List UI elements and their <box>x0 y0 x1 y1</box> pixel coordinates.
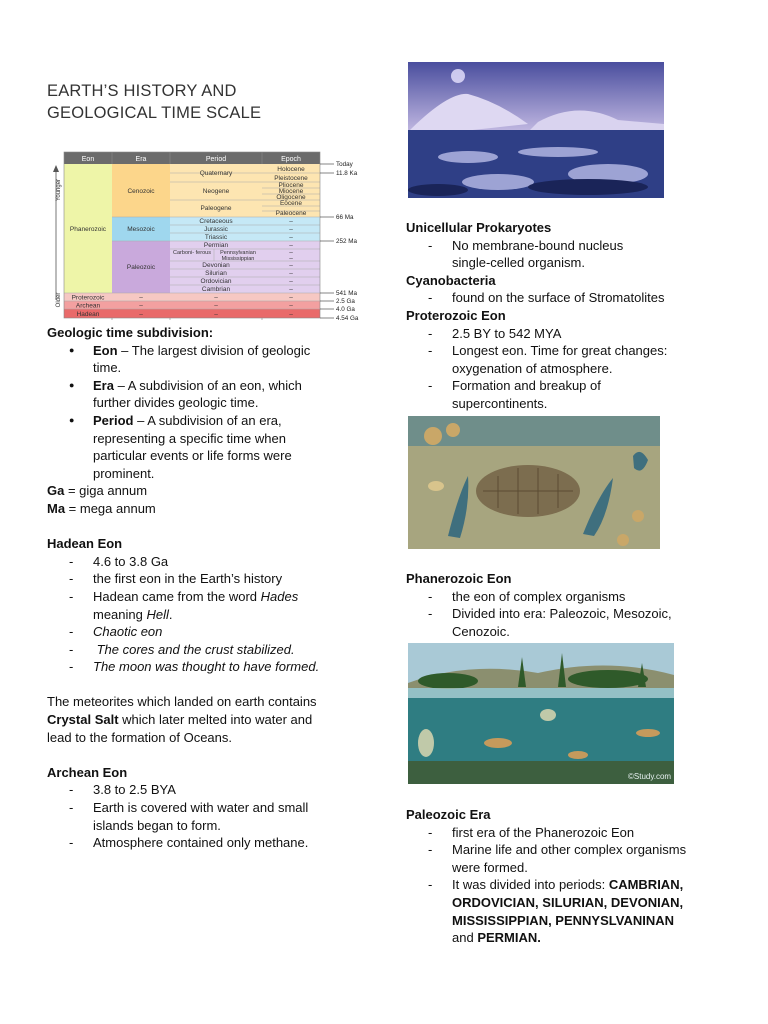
right-column-middle <box>406 570 736 640</box>
proterozoic-item: - 2.5 BY to 542 MYA <box>406 325 736 343</box>
paleozoic-marine-life-image <box>408 643 674 784</box>
period-quaternary: Quaternary <box>199 170 233 177</box>
period-dash-archean: – <box>214 302 218 310</box>
period-jurassic: Jurassic <box>204 226 228 233</box>
page-title: EARTH’S HISTORY AND GEOLOGICAL TIME SCALE <box>47 82 262 122</box>
right-column-top <box>406 219 736 413</box>
bullet-eon: ● Eon – The largest division of geologic time. <box>47 342 377 377</box>
period-mississippian: Mississippian <box>221 256 255 262</box>
epoch-pliocene: Pliocene <box>278 182 304 189</box>
eon-phanerozoic: Phanerozoic <box>69 226 107 233</box>
epoch-dash-permian: – <box>289 242 293 249</box>
right-column-bottom <box>406 806 736 947</box>
period-triassic: Triassic <box>204 234 228 241</box>
time-2-5-ga: 2.5 Ga <box>336 298 355 305</box>
period-neogene: Neogene <box>202 188 230 195</box>
period-permian: Permian <box>203 242 229 249</box>
time-11-8-ka: 11.8 Ka <box>336 170 358 177</box>
period-cambrian: Cambrian <box>201 286 231 293</box>
axis-younger-label: Younger <box>56 178 62 202</box>
period-carboniferous: Carboni- ferous <box>173 250 211 256</box>
proterozoic-item: - Longest eon. Time for great changes: oxygenation of atmosphere. <box>406 342 736 377</box>
time-today: Today <box>336 161 353 168</box>
era-mesozoic: Mesozoic <box>127 226 155 233</box>
era-dash-hadean: – <box>139 311 143 318</box>
period-cretaceous: Cretaceous <box>199 218 233 225</box>
epoch-dash-triassic: – <box>289 234 293 241</box>
cyanobacteria-heading: Cyanobacteria <box>406 272 496 288</box>
period-devonian: Devonian <box>202 262 230 269</box>
period-paleogene: Paleogene <box>200 205 232 212</box>
proterozoic-heading: Proterozoic Eon <box>406 307 506 323</box>
prokaryote-landscape-image <box>408 62 664 198</box>
epoch-dash-pennsylvanian: – <box>289 249 293 256</box>
era-cenozoic: Cenozoic <box>127 188 155 195</box>
unicellular-heading: Unicellular Prokaryotes <box>406 220 552 235</box>
meteorite-paragraph: The meteorites which landed on earth contains Crystal Salt which later melted into water and lead to the formation of Oceans. <box>47 694 317 745</box>
hadean-item: - 4.6 to 3.8 Ga <box>47 553 377 571</box>
ga-definition: Ga = giga annum <box>47 483 148 499</box>
epoch-paleocene: Paleocene <box>275 210 307 217</box>
archean-heading: Archean Eon <box>47 764 128 780</box>
cyanobacteria-item: - found on the surface of Stromatolites <box>406 289 736 307</box>
epoch-dash-proterozoic: – <box>289 294 293 302</box>
eon-proterozoic: Proterozoic <box>71 294 105 302</box>
paleozoic-item: - It was divided into periods: CAMBRIAN, ORDOVICIAN, SILURIAN, DEVONIAN, MISSISSIPPIAN, PENNYSLVANINAN and PERMIAN. <box>406 876 736 946</box>
bullet-period: ● Period – A subdivision of an era, representing a specific time when particular events or life forms were prominent. <box>47 412 377 482</box>
era-dash-proterozoic: – <box>139 294 143 302</box>
epoch-pleistocene: Pleistocene <box>274 175 308 182</box>
header-era: Era <box>135 156 147 163</box>
phanerozoic-heading: Phanerozoic Eon <box>406 571 512 586</box>
period-silurian: Silurian <box>205 270 227 277</box>
proterozoic-item: - Formation and breakup of supercontinents. <box>406 377 736 412</box>
epoch-dash-jurassic: – <box>289 226 293 233</box>
hadean-item: - the first eon in the Earth’s history <box>47 570 377 588</box>
image-watermark: ©Study.com <box>628 772 672 781</box>
phanerozoic-item: - the eon of complex organisms <box>406 588 736 606</box>
archean-item: - Earth is covered with water and small islands began to form. <box>47 799 377 834</box>
phanerozoic-item: - Divided into era: Paleozoic, Mesozoic, Cenozoic. <box>406 605 736 640</box>
epoch-dash-cambrian: – <box>289 286 293 293</box>
hadean-item: - Chaotic eon <box>47 623 377 641</box>
hadean-item: - The cores and the crust stabilized. <box>47 641 377 659</box>
hadean-item: - Hadean came from the word Hades meaning Hell. <box>47 588 377 623</box>
epoch-oligocene: Oligocene <box>276 194 306 201</box>
archean-item: - 3.8 to 2.5 BYA <box>47 781 377 799</box>
hadean-item: - The moon was thought to have formed. <box>47 658 377 676</box>
eon-archean: Archean <box>75 302 101 310</box>
time-252-ma: 252 Ma <box>336 238 358 245</box>
paleozoic-item: - first era of the Phanerozoic Eon <box>406 824 736 842</box>
epoch-holocene: Holocene <box>277 166 305 173</box>
paleozoic-item: - Marine life and other complex organisms were formed. <box>406 841 736 876</box>
hadean-heading: Hadean Eon <box>47 536 123 552</box>
epoch-eocene: Eocene <box>279 200 303 207</box>
epoch-miocene: Miocene <box>278 188 304 195</box>
epoch-dash-cretaceous: – <box>289 218 293 225</box>
epoch-dash-hadean: – <box>289 311 293 318</box>
epoch-dash-ordovician: – <box>289 278 293 285</box>
header-epoch: Epoch <box>281 156 301 163</box>
axis-older-label: Older <box>56 292 62 308</box>
header-eon: Eon <box>81 156 95 163</box>
period-dash-proterozoic: – <box>214 294 218 302</box>
time-4-0-ga: 4.0 Ga <box>336 306 355 313</box>
era-dash-archean: – <box>139 302 143 310</box>
paleozoic-heading: Paleozoic Era <box>406 807 491 822</box>
epoch-dash-archean: – <box>289 302 293 310</box>
ma-definition: Ma = mega annum <box>47 500 156 516</box>
eon-hadean: Hadean <box>76 311 100 318</box>
proterozoic-sea-life-image <box>408 416 660 549</box>
epoch-dash-silurian: – <box>289 270 293 277</box>
period-ordovician: Ordovician <box>200 278 232 285</box>
time-66-ma: 66 Ma <box>336 214 354 221</box>
time-541-ma: 541 Ma <box>336 290 358 297</box>
period-pennsylvanian: Pennsylvanian <box>220 250 256 256</box>
unicellular-item: - No membrane-bound nucleus single-celled organism. <box>406 237 736 272</box>
period-dash-hadean: – <box>214 311 218 318</box>
header-period: Period <box>205 156 227 163</box>
bullet-era: ● Era – A subdivision of an eon, which further divides geologic time. <box>47 377 377 412</box>
geologic-time-scale-table <box>48 150 370 322</box>
left-column <box>47 324 377 852</box>
archean-item: - Atmosphere contained only methane. <box>47 834 377 852</box>
time-4-54-ga: 4.54 Ga <box>336 315 359 322</box>
epoch-dash-devonian: – <box>289 262 293 269</box>
subdivision-heading: Geologic time subdivision: <box>47 325 214 340</box>
era-paleozoic: Paleozoic <box>126 264 156 271</box>
epoch-dash-mississippian: – <box>289 255 293 262</box>
